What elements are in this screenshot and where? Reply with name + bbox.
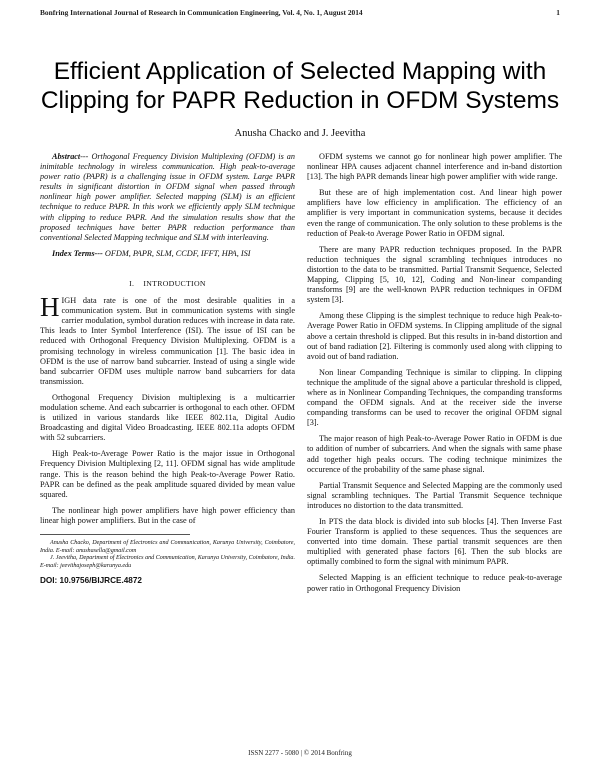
index-terms-label: Index Terms--- [52, 248, 103, 258]
title-line-2: Clipping for PAPR Reduction in OFDM Systems [40, 87, 560, 114]
drop-cap: H [40, 292, 60, 323]
running-header [40, 8, 560, 17]
right-paragraph-3: There are many PAPR reduction techniques proposed. In the PAPR reduction techniques the signal scrambling techniques introduces no distortion to the data to be transmitted. Partial Transmit Sequence, Selected Mapping, Clipping [5, 10, 12], Coding and Non-linear companding transforms [9] are the well-known PAPR reduction techniques in OFDM system [3]. [307, 244, 562, 305]
left-column [40, 152, 295, 592]
section-title: INTRODUCTION [143, 278, 206, 288]
journal-citation: Bonfring International Journal of Research in Communication Engineering, Vol. 4, No. 1, August 2014 [40, 8, 363, 17]
intro-paragraph-1 [40, 292, 295, 387]
right-paragraph-7: Partial Transmit Sequence and Selected Mapping are the commonly used signal scrambling techniques. The Partial Transmit Sequence technique introduces no distortion to the data transmitted. [307, 480, 562, 510]
right-paragraph-2: But these are of high implementation cost. And linear high power amplifiers have low efficiency in amplification. The efficiency of an amplifier is very important in communication systems, because it decides even the range of communication. The only solution to these problems is the reduction of Peak-to Average Power Ratio in OFDM signal. [307, 188, 562, 238]
abstract-text: Orthogonal Frequency Division Multiplexing (OFDM) is an inimitable technology in wireless communication. High peak-to-average power ratio (PAPR) is a challenging issue in OFDM system. Large PAPR results in significant distortion in OFDM signal when passed through nonlinear high power amplifier. Selected mapping (SLM) is an efficient technique to reduce PAPR. In this work we efficiently apply SLM technique with clipping to reduce PAPR. And the simulation results show that the proposed techniques have better PAPR reduction performance than conventional Selected Mapping technique and SLM with interleaving. [40, 152, 295, 242]
page-footer: ISSN 2277 - 5080 | © 2014 Bonfring [248, 749, 352, 757]
right-paragraph-8: In PTS the data block is divided into sub blocks [4]. Then Inverse Fast Fourier Transform is applied to these sequences. Thus the sequences are converted into time domain. These partial transmit sequences are then multiplied with generated phase factors [6]. Then the sub blocks are optimally combined to form the signal with minimum PAPR. [307, 517, 562, 567]
right-column [307, 152, 562, 600]
intro-paragraph-4: The nonlinear high power amplifiers have high power efficiency than linear high power amplifiers. But in the case of [40, 505, 295, 525]
intro-paragraph-2: Orthogonal Frequency Division multiplexing is a multicarrier modulation scheme. And each subcarrier is orthogonal to each other. OFDM is utilized in various standards like IEEE 802.11a, Digital Audio Broadcasting and digital Video Broadcasting. IEEE 802.11a adopts OFDM with 52 subcarriers. [40, 392, 295, 443]
right-paragraph-4: Among these Clipping is the simplest technique to reduce high Peak-to-Average Power Ratio in OFDM systems. In Clipping amplitude of the signal above a certain threshold is clipped. But this results in in-band distortion and out of band radiation [2]. Filtering is commonly used along with clipping to avoid out of band radiation. [307, 311, 562, 361]
right-paragraph-9: Selected Mapping is an efficient technique to reduce peak-to-average power ratio in Orthogonal Frequency Division [307, 573, 562, 593]
doi-label: DOI: 10.9756/BIJRCE.4872 [40, 576, 142, 585]
paper-title [30, 57, 570, 115]
intro-paragraph-1-text: IGH data rate is one of the most desirable qualities in a communication system. But in communication systems with single carrier modulation, symbol duration reduces with increase in data rate. This leads to Inter Symbol Interference (ISI). The issue of ISI can be reduced with Orthogonal Frequency Division Multiplexing. OFDM is a promising technology in wireless communication [1]. The basic idea in OFDM is the use of narrow band subcarrier. Instead of using a single wide band subcarrier OFDM uses multiple narrow band subcarriers for data transmission. [40, 296, 295, 386]
author-line: Anusha Chacko and J. Jeevitha [234, 128, 366, 139]
footnote-author-1: Anusha Chacko, Department of Electronics and Communication, Karunya University, Coimbatore, India. E-mail: anushasella@gmail.com [40, 540, 295, 554]
abstract-label: Abstract--- [52, 152, 89, 161]
footnote-rule [40, 534, 190, 535]
title-line-1: Efficient Application of Selected Mapping with [53, 58, 547, 85]
right-paragraph-1: OFDM systems we cannot go for nonlinear high power amplifier. The nonlinear HPA causes adjacent channel interference and in-band distortion [13]. The high PAPR demands linear high power amplifier with wide range. [307, 152, 562, 182]
right-paragraph-6: The major reason of high Peak-to-Average Power Ratio in OFDM is due to addition of number of subcarriers. And when the signals with same phase add together high peaks occurs. The coding technique minimizes the occurence of the probability of the same phase signal. [307, 434, 562, 474]
page-number: 1 [556, 8, 560, 17]
index-terms-text: OFDM, PAPR, SLM, CCDF, IFFT, HPA, ISI [102, 248, 251, 258]
intro-paragraph-3: High Peak-to-Average Power Ratio is the major issue in Orthogonal Frequency Division Multiplexing [2, 11]. OFDM signal has wide amplitude range. This is the reason behind the high Peak-to-Average Power Ratio. PAPR can be defined as the peak amplitude squared divided by mean value squared. [40, 449, 295, 499]
section-heading [40, 279, 295, 289]
abstract [40, 152, 295, 243]
section-number: I. [129, 278, 135, 288]
index-terms [40, 249, 295, 259]
right-paragraph-5: Non linear Companding Technique is similar to clipping. In clipping technique the amplitude of the signal above a particular threshold is clipped, where as in Nonlinear Companding Techniques, the companding transforms compand the OFDM signals. And at the receiver side the inverse companding transforms can be used to recover the original OFDM signal [3]. [307, 367, 562, 428]
footnote-author-2: J. Jeevitha, Department of Electronics and Communication, Karunya University, Coimbatore, India. E-mail: jeevithajoseph@karunya.edu [40, 555, 295, 569]
